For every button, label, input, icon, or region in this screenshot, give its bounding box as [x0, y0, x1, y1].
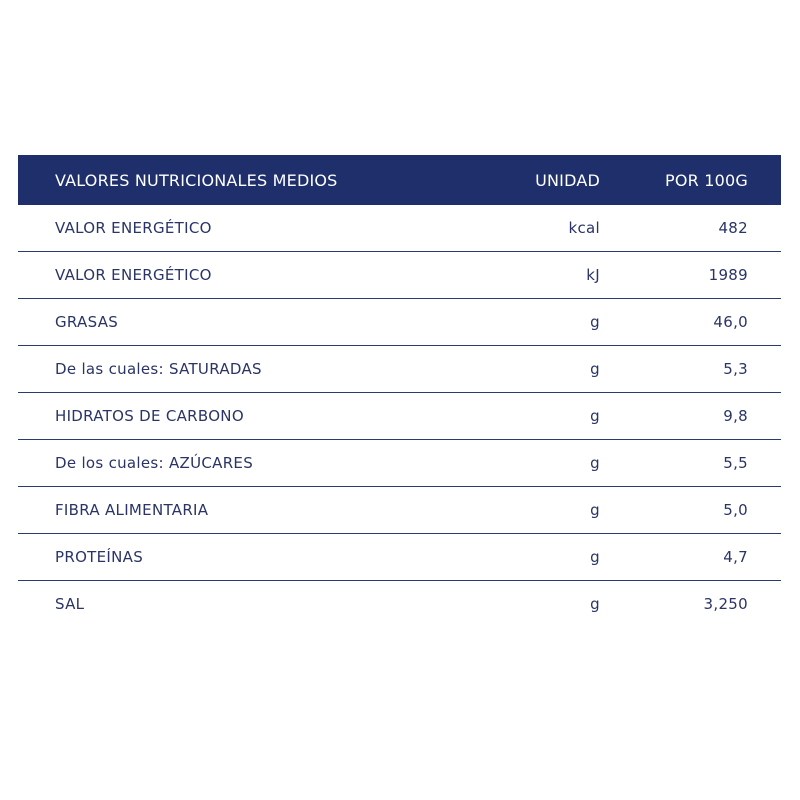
row-name: VALOR ENERGÉTICO: [55, 219, 212, 237]
table-row: [18, 205, 781, 252]
row-unit: kcal: [568, 219, 600, 237]
table-row: [18, 440, 781, 487]
row-name: PROTEÍNAS: [55, 548, 144, 566]
row-unit: g: [590, 360, 600, 378]
table-header: [18, 155, 781, 205]
row-value: 4,7: [723, 548, 748, 566]
row-value: 46,0: [713, 313, 748, 331]
header-name: VALORES NUTRICIONALES MEDIOS: [55, 170, 338, 190]
table-row: [18, 534, 781, 581]
row-unit: kJ: [586, 266, 600, 284]
header-unit: UNIDAD: [535, 170, 600, 190]
row-unit: g: [590, 548, 600, 566]
row-name: GRASAS: [55, 313, 119, 331]
row-name: FIBRA ALIMENTARIA: [55, 501, 209, 519]
row-unit: g: [590, 454, 600, 472]
row-value: 9,8: [723, 407, 748, 425]
table-row: [18, 487, 781, 534]
nutrition-table: [18, 155, 781, 627]
row-name: De los cuales: AZÚCARES: [55, 454, 254, 472]
table-row: [18, 346, 781, 393]
table-row: [18, 252, 781, 299]
table-row: [18, 299, 781, 346]
row-name: SAL: [55, 595, 85, 613]
row-unit: g: [590, 501, 600, 519]
row-unit: g: [590, 407, 600, 425]
row-value: 5,0: [723, 501, 748, 519]
row-value: 5,3: [723, 360, 748, 378]
row-name: HIDRATOS DE CARBONO: [55, 407, 244, 425]
header-value: POR 100G: [665, 170, 748, 190]
table-row: [18, 393, 781, 440]
row-value: 5,5: [723, 454, 748, 472]
row-name: VALOR ENERGÉTICO: [55, 266, 212, 284]
row-name: De las cuales: SATURADAS: [55, 360, 262, 378]
row-unit: g: [590, 313, 600, 331]
row-value: 3,250: [703, 595, 748, 613]
row-unit: g: [590, 595, 600, 613]
row-value: 1989: [708, 266, 748, 284]
table-row: [18, 581, 781, 627]
row-value: 482: [718, 219, 748, 237]
